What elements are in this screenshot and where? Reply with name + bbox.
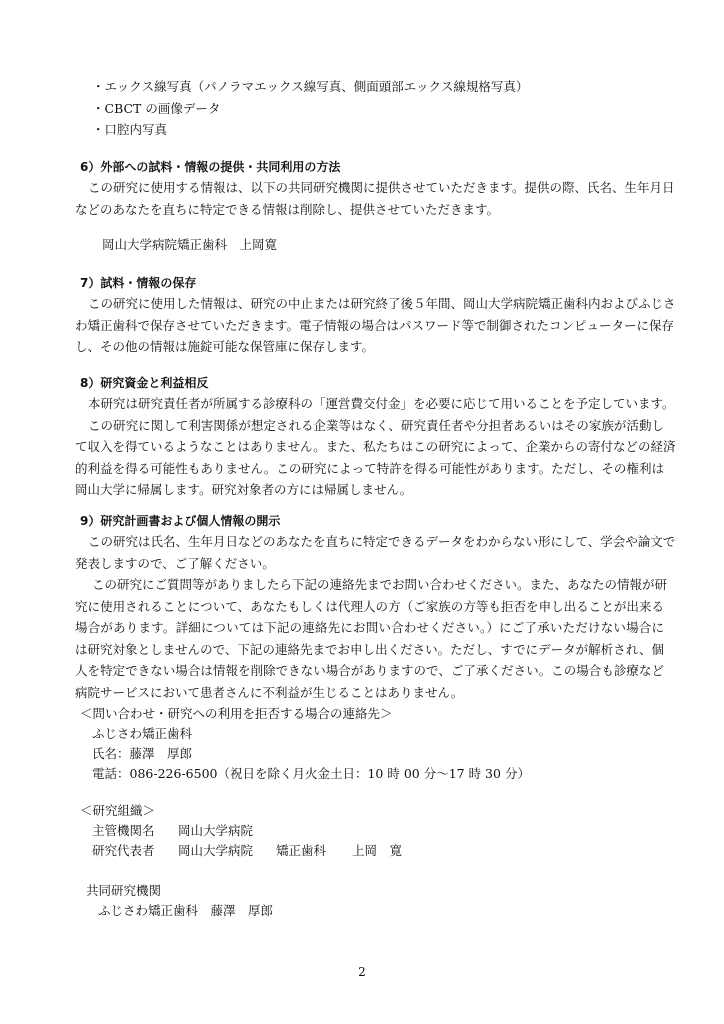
- collab-label: 共同研究機関: [86, 883, 162, 898]
- org-row-inst: 岡山大学病院: [178, 823, 254, 838]
- org-heading: ＜研究組織＞: [80, 803, 156, 818]
- section-7-line: し、その他の情報は施錠可能な保管庫に保存します。: [75, 339, 375, 354]
- section-9-line: 人を特定できない場合は情報を削除できない場合がありますので、ご了承ください。この場合も診療など: [75, 663, 664, 678]
- collab-institution: ふじさわ矯正歯科 藤澤 厚郎: [98, 903, 274, 918]
- section-9-line: 発表しますので、ご了解ください。: [75, 556, 275, 571]
- section-8-line: 岡山大学に帰属します。研究対象者の方には帰属しません。: [75, 482, 413, 497]
- section-9-line: 病院サービスにおいて患者さんに不利益が生じることはありません。: [75, 685, 464, 700]
- bullet-intraoral: ・口腔内写真: [92, 122, 168, 137]
- page-number: 2: [358, 965, 366, 979]
- section-8-line: 的利益を得る可能性もありません。この研究によって特許を得る可能性があります。ただし、その権利は: [75, 461, 664, 476]
- section-6-heading: 6）外部への試料・情報の提供・共同利用の方法: [80, 160, 341, 174]
- section-9-heading: 9）研究計画書および個人情報の開示: [80, 514, 281, 528]
- contact-phone: 電話：086-226-6500（祝日を除く月火金土日：10 時 00 分～17 時 30 分）: [92, 766, 530, 781]
- section-7-line: わ矯正歯科で保存させていただきます。電子情報の場合はパスワード等で制御されたコンピューターに保存: [75, 318, 675, 333]
- section-8-line: この研究に関して利害関係が想定される企業等はなく、研究責任者や分担者あるいはその家族が活動し: [88, 418, 664, 433]
- org-row-person: 上岡 寛: [352, 843, 403, 858]
- org-row-label: 研究代表者: [92, 843, 155, 858]
- section-9-line: は研究対象としませんので、下記の連絡先までお申し出ください。ただし、すでにデータが解析され、個: [75, 642, 664, 657]
- contact-clinic: ふじさわ矯正歯科: [92, 726, 193, 741]
- org-row-label: 主管機関名: [92, 823, 155, 838]
- section-7-heading: 7）試料・情報の保存: [80, 276, 197, 290]
- section-9-line: 場合があります。詳細については下記の連絡先にお問い合わせください。）にご了承いただけない場合に: [75, 620, 664, 635]
- org-row-inst: 岡山大学病院: [178, 843, 254, 858]
- section-8-heading: 8）研究資金と利益相反: [80, 376, 209, 390]
- contact-name: 氏名：藤澤 厚郎: [92, 746, 193, 761]
- section-8-line: 本研究は研究責任者が所属する診療科の「運営費交付金」を必要に応じて用いることを予定しています。: [88, 396, 675, 411]
- section-6-line: この研究に使用する情報は、以下の共同研究機関に提供させていただきます。提供の際、氏名、生年月日: [88, 180, 675, 195]
- contact-heading: ＜問い合わせ・研究への利用を拒否する場合の連絡先＞: [80, 706, 393, 721]
- section-7-line: この研究に使用した情報は、研究の中止または研究終了後５年間、岡山大学病院矯正歯科内およびふじさ: [88, 296, 676, 311]
- bullet-cbct: ・CBCT の画像データ: [92, 101, 221, 116]
- bullet-xray: ・エックス線写真（パノラマエックス線写真、側面頭部エックス線規格写真）: [92, 79, 529, 94]
- section-9-line: この研究は氏名、生年月日などのあなたを直ちに特定できるデータをわからない形にして、学会や論文で: [88, 534, 676, 549]
- section-9-line: 究に使用されることについて、あなたもしくは代理人の方（ご家族の方等も拒否を申し出ることが出来る: [75, 599, 664, 614]
- section-6-recipient: 岡山大学病院矯正歯科 上岡寛: [102, 237, 278, 252]
- section-6-line: などのあなたを直ちに特定できる情報は削除し、提供させていただきます。: [75, 202, 500, 217]
- section-9-line: この研究にご質問等がありましたら下記の連絡先までお問い合わせください。また、あなたの情報が研: [92, 577, 668, 592]
- org-row-dept: 矯正歯科: [276, 843, 327, 858]
- section-8-line: て収入を得ているようなことはありません。また、私たちはこの研究によって、企業からの寄付などの経済: [75, 439, 676, 454]
